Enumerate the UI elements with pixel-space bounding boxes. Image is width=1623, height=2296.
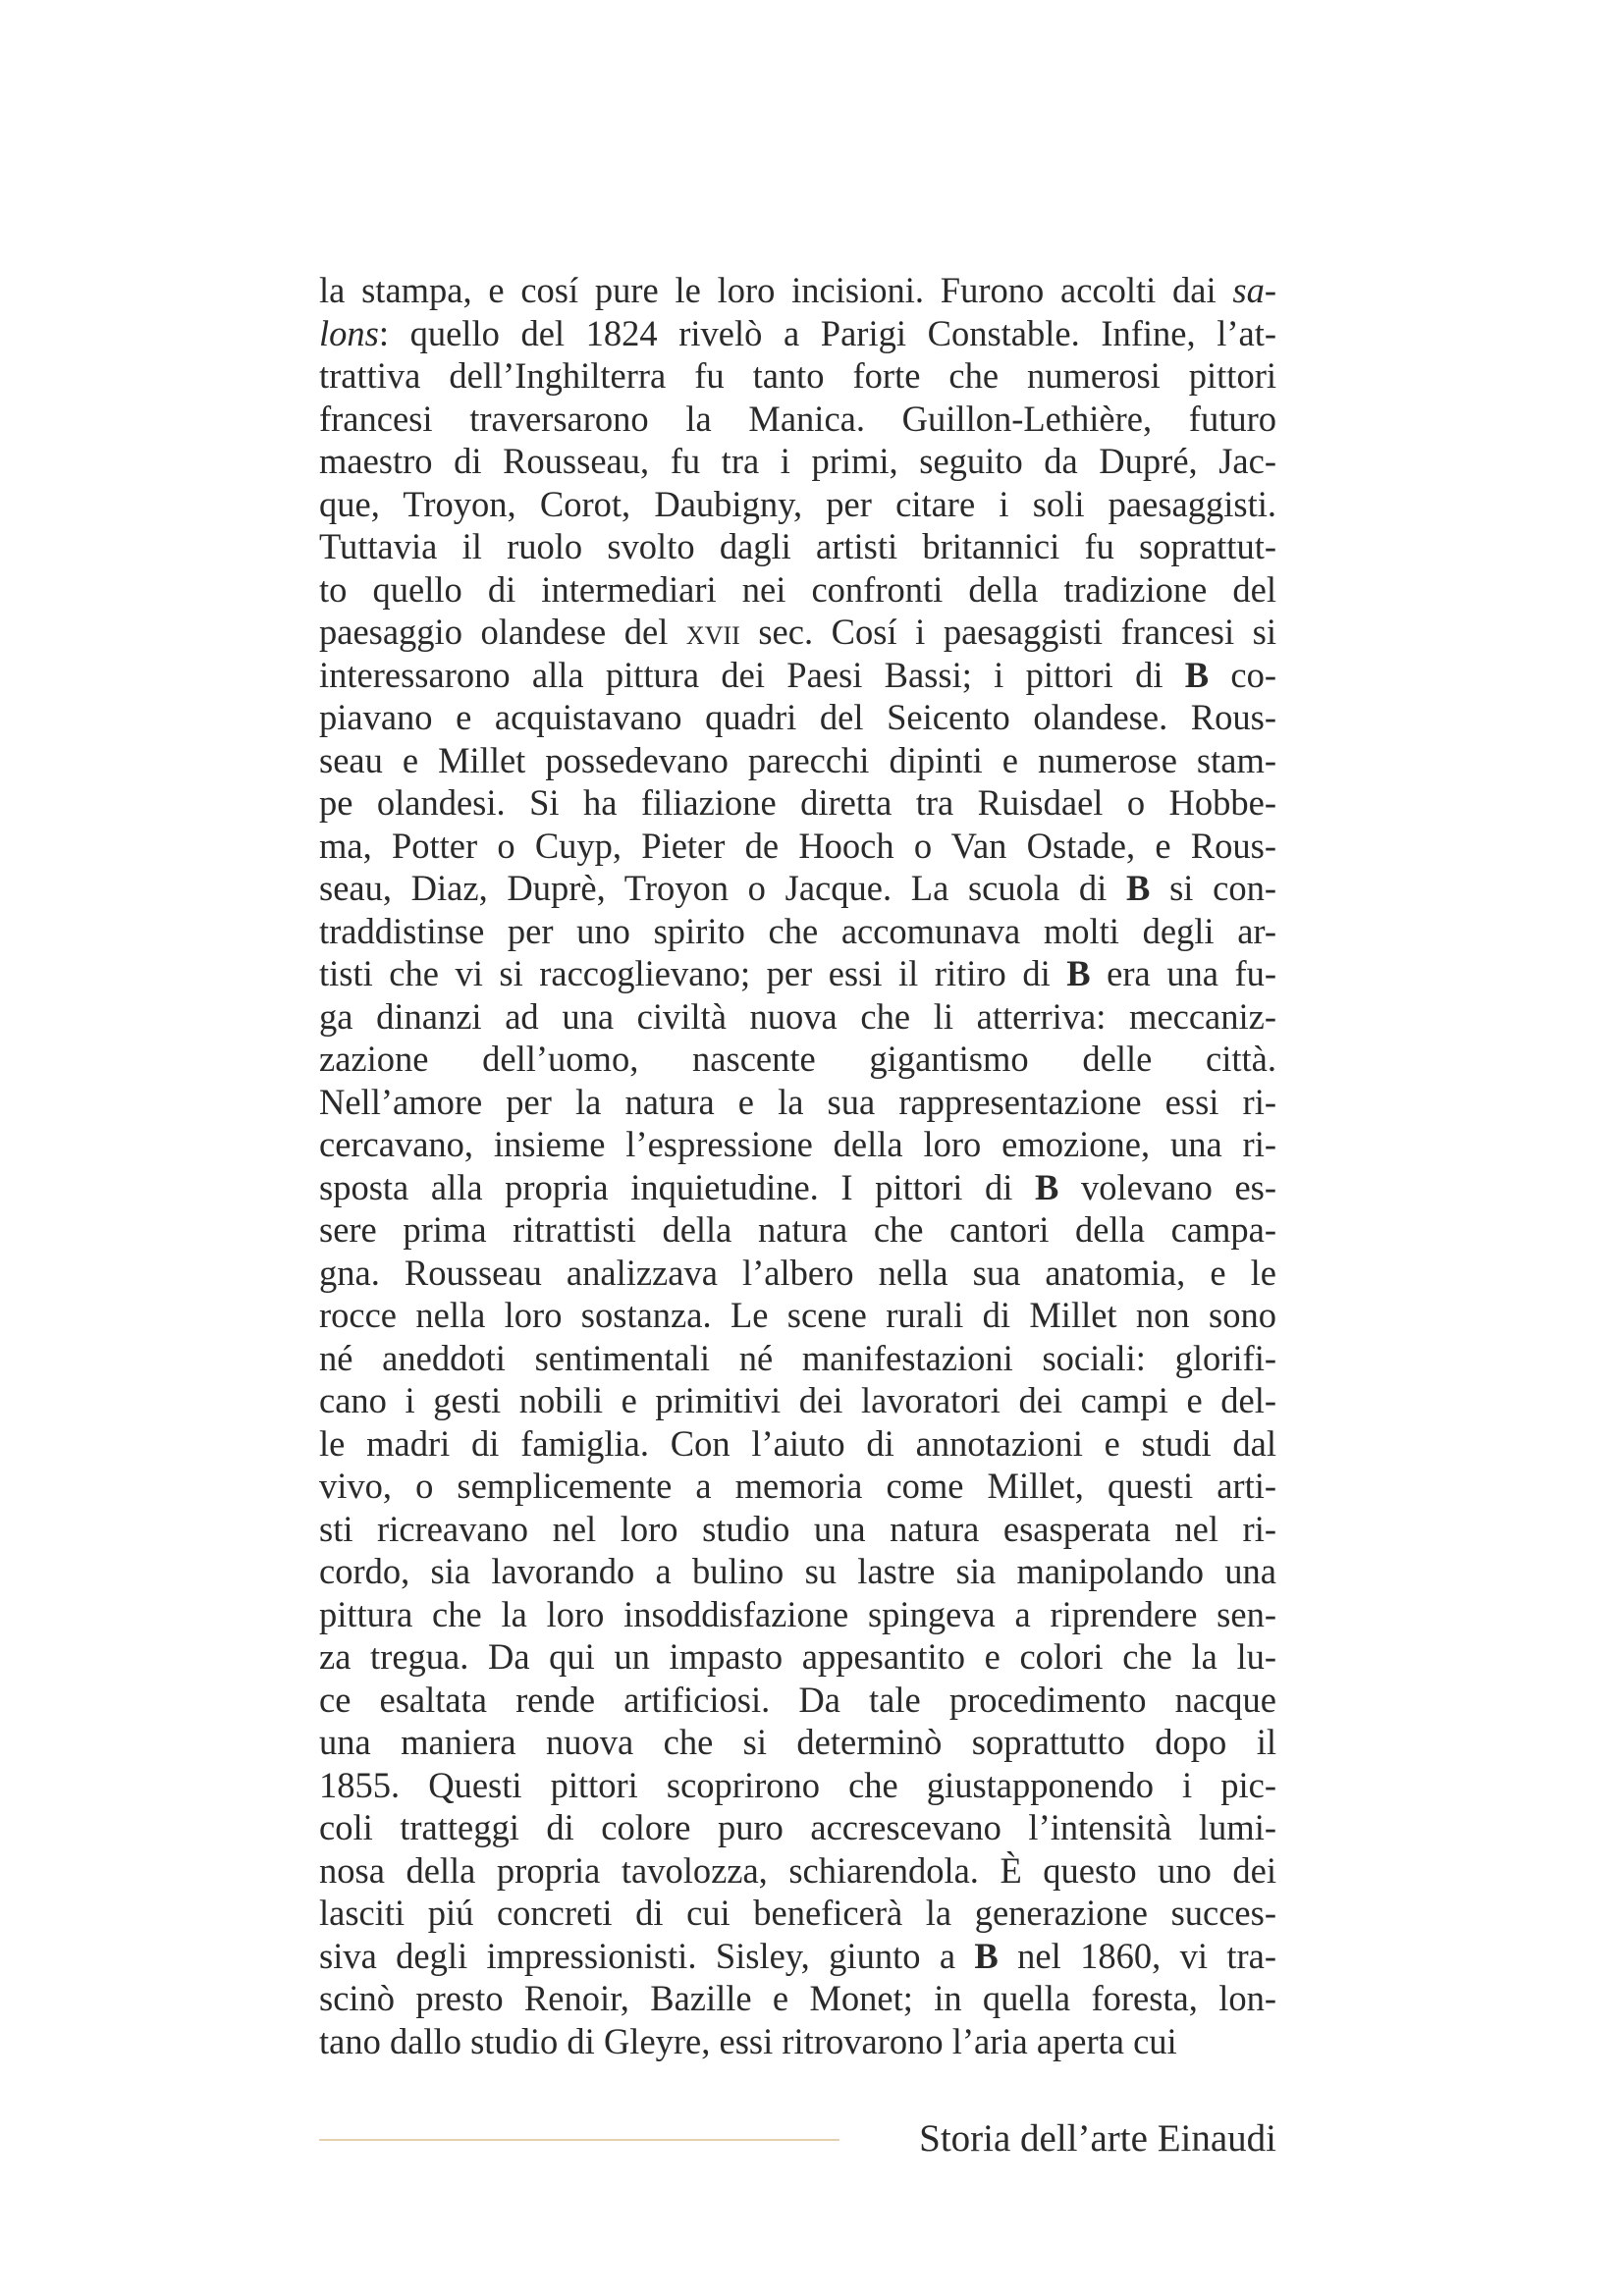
text-line	[319, 269, 1276, 312]
text-segment: xvii	[685, 612, 740, 652]
text-line	[319, 781, 1276, 825]
text-segment: zazione dell’uomo, nascente gigantismo delle città.	[319, 1039, 1276, 1079]
text-segment: vivo, o semplicemente a memoria come Millet, questi arti-	[319, 1466, 1276, 1506]
text-line	[319, 1892, 1276, 1935]
text-segment: Nell’amore per la natura e la sua rappresentazione essi ri-	[319, 1081, 1276, 1122]
text-line	[319, 611, 1276, 654]
text-line	[319, 1294, 1276, 1337]
text-segment: sere prima ritrattisti della natura che cantori della campa-	[319, 1209, 1276, 1250]
text-segment: ce esaltata rende artificiosi. Da tale procedimento nacque	[319, 1679, 1276, 1720]
text-segment: era una fu-	[1090, 953, 1276, 993]
text-line	[319, 1679, 1276, 1722]
text-segment: né aneddoti sentimentali né manifestazioni sociali: glorifi-	[319, 1337, 1276, 1378]
text-segment: la stampa, e cosí pure le loro incisioni. Furono accolti dai	[319, 270, 1233, 310]
text-segment: piavano e acquistavano quadri del Seicento olandese. Rous-	[319, 697, 1276, 737]
italic-text: lons	[319, 312, 379, 353]
text-line	[319, 1166, 1276, 1209]
body-text	[319, 269, 1276, 2062]
text-segment: tisti che vi si raccoglievano; per essi il ritiro di	[319, 953, 1067, 993]
text-line	[319, 1422, 1276, 1466]
text-segment: francesi traversarono la Manica. Guillon-Lethière, futuro	[319, 398, 1276, 439]
text-line	[319, 1465, 1276, 1508]
text-segment: rocce nella loro sostanza. Le scene rurali di Millet non sono	[319, 1295, 1276, 1335]
text-segment: to quello di intermediari nei confronti della tradizione del	[319, 568, 1276, 610]
text-line	[319, 312, 1276, 355]
text-line	[319, 696, 1276, 739]
text-line	[319, 1123, 1276, 1166]
text-line	[319, 525, 1276, 568]
bold-abbreviation: B	[1066, 953, 1091, 993]
text-line	[319, 952, 1276, 995]
text-segment: sposta alla propria inquietudine. I pittori di	[319, 1166, 1036, 1207]
text-line	[319, 654, 1276, 697]
text-segment: paesaggio olandese del	[319, 612, 686, 652]
text-line	[319, 739, 1276, 782]
text-segment: : quello del 1824 rivelò a Parigi Constable. Infine, l’at-	[378, 312, 1276, 353]
text-line	[319, 1252, 1276, 1295]
text-segment: coli tratteggi di colore puro accrescevano l’intensità lumi-	[319, 1807, 1276, 1847]
bold-abbreviation: B	[1184, 654, 1210, 695]
text-segment: si con-	[1150, 868, 1277, 908]
text-segment: una maniera nuova che si determinò soprattutto dopo il	[319, 1722, 1276, 1762]
text-segment: sti ricreavano nel loro studio una natura esasperata nel ri-	[319, 1508, 1276, 1549]
text-line	[319, 1593, 1276, 1636]
text-segment: gna. Rousseau analizzava l’albero nella sua anatomia, e le	[319, 1252, 1276, 1293]
text-segment: cordo, sia lavorando a bulino su lastre sia manipolando una	[319, 1551, 1276, 1591]
text-segment: seau, Diaz, Duprè, Troyon o Jacque. La scuola di	[319, 868, 1127, 908]
text-segment: que, Troyon, Corot, Daubigny, per citare i soli paesaggisti.	[319, 483, 1276, 524]
text-segment: ga dinanzi ad una civiltà nuova che li atterriva: meccaniz-	[319, 995, 1276, 1037]
text-segment: 1855. Questi pittori scoprirono che giustapponendo i pic-	[319, 1764, 1276, 1805]
text-segment: sec. Cosí i paesaggisti francesi si	[739, 612, 1276, 652]
text-segment: pittura che la loro insoddisfazione spingeva a riprendere sen-	[319, 1593, 1276, 1634]
text-line	[319, 1635, 1276, 1679]
text-segment: cercavano, insieme l’espressione della loro emozione, una ri-	[319, 1124, 1276, 1164]
bold-abbreviation: B	[1126, 868, 1151, 908]
text-segment: Tuttavia il ruolo svolto dagli artisti britannici fu soprattut-	[319, 526, 1276, 566]
text-segment: scinò presto Renoir, Bazille e Monet; in quella foresta, lon-	[319, 1978, 1276, 2018]
text-line	[319, 1038, 1276, 1081]
text-segment: pe olandesi. Si ha filiazione diretta tra Ruisdael o Hobbe-	[319, 782, 1276, 823]
text-line	[319, 1721, 1276, 1764]
text-line	[319, 825, 1276, 868]
text-line	[319, 995, 1276, 1039]
text-segment: seau e Millet possedevano parecchi dipinti e numerose stam-	[319, 739, 1276, 780]
text-line	[319, 1508, 1276, 1551]
text-line	[319, 1379, 1276, 1422]
text-segment: za tregua. Da qui un impasto appesantito e colori che la lu-	[319, 1636, 1276, 1677]
text-line	[319, 1977, 1276, 2020]
text-segment: co-	[1209, 654, 1276, 695]
text-line	[319, 440, 1276, 483]
text-line	[319, 1550, 1276, 1593]
text-line	[319, 568, 1276, 612]
text-segment: lasciti piú concreti di cui beneficerà la generazione succes-	[319, 1893, 1276, 1933]
italic-text: sa-	[1232, 270, 1276, 310]
text-segment: trattiva dell’Inghilterra fu tanto forte che numerosi pittori	[319, 355, 1276, 396]
text-line	[319, 1764, 1276, 1807]
bold-abbreviation: B	[1035, 1166, 1059, 1207]
text-segment: tano dallo studio di Gleyre, essi ritrovarono l’aria aperta cui	[319, 2020, 1177, 2061]
text-line	[319, 1806, 1276, 1849]
text-line	[319, 354, 1276, 398]
text-segment: traddistinse per uno spirito che accomunava molti degli ar-	[319, 910, 1276, 951]
text-segment: cano i gesti nobili e primitivi dei lavoratori dei campi e del-	[319, 1380, 1276, 1420]
text-line	[319, 1337, 1276, 1380]
text-line	[319, 2020, 1276, 2063]
text-segment: interessarono alla pittura dei Paesi Bassi; i pittori di	[319, 654, 1185, 695]
text-line	[319, 1208, 1276, 1252]
text-segment: nel 1860, vi tra-	[998, 1935, 1276, 1976]
text-line	[319, 910, 1276, 953]
text-segment: maestro di Rousseau, fu tra i primi, seguito da Dupré, Jac-	[319, 441, 1276, 481]
text-line	[319, 398, 1276, 441]
text-segment: ma, Potter o Cuyp, Pieter de Hooch o Van Ostade, e Rous-	[319, 825, 1276, 866]
text-segment: volevano es-	[1058, 1166, 1277, 1207]
text-line	[319, 867, 1276, 910]
text-line	[319, 1081, 1276, 1124]
text-line	[319, 1935, 1276, 1978]
text-segment: le madri di famiglia. Con l’aiuto di annotazioni e studi dal	[319, 1422, 1276, 1464]
text-line	[319, 483, 1276, 526]
text-segment: siva degli impressionisti. Sisley, giunto a	[319, 1935, 975, 1976]
footer-title: Storia dell’arte Einaudi	[919, 2117, 1276, 2160]
text-segment: nosa della propria tavolozza, schiarendola. È questo uno dei	[319, 1849, 1276, 1891]
text-line	[319, 1849, 1276, 1893]
footer-rule	[319, 2139, 839, 2141]
bold-abbreviation: B	[974, 1935, 999, 1976]
